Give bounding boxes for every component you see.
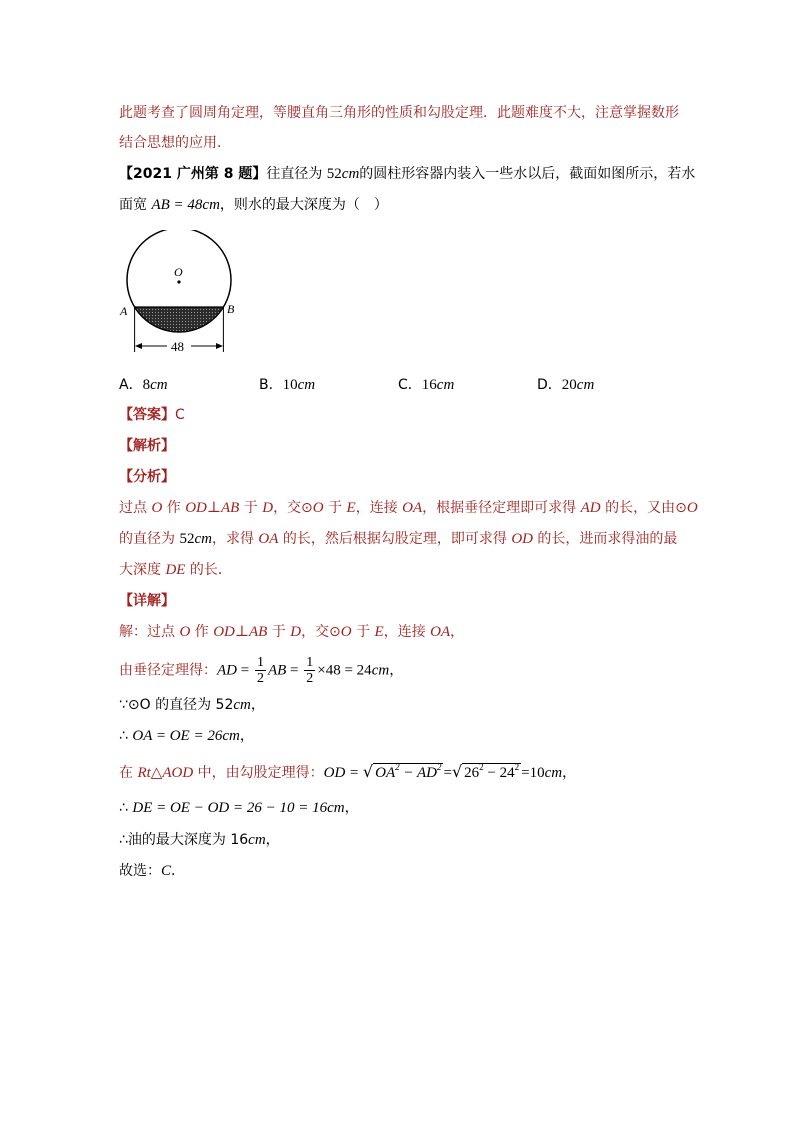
answer-value: C — [175, 407, 185, 423]
center-point — [177, 280, 180, 283]
sqrt-icon: √ — [362, 762, 374, 781]
intro-line-2: 结合思想的应用． — [119, 135, 231, 151]
analysis-line-2: 的直径为 52cm，求得 OA 的长，然后根据勾股定理，即可求得 OD 的长，进而求得油的最 — [119, 531, 678, 547]
label-o: O — [174, 265, 183, 279]
sqrt-icon: √ — [451, 762, 463, 781]
solution-line-1: 解：过点 O 作 OD⊥AB 于 D，交⊙O 于 E，连接 OA， — [119, 624, 465, 640]
analysis-line-3: 大深度 DE 的长． — [119, 562, 232, 578]
question-line-1: 【2021 广州第 8 题】往直径为 52cm的圆柱形容器内装入一些水以后，截面如图所示，若水 — [119, 166, 696, 182]
dim-arrowhead-left — [135, 343, 142, 349]
section-fenxi: 【分析】 — [119, 469, 175, 485]
option-b: B．10cm — [259, 377, 316, 393]
section-xiangjie: 【详解】 — [119, 593, 175, 609]
intro-line-1: 此题考查了圆周角定理，等腰直角三角形的性质和勾股定理．此题难度不大，注意掌握数形 — [119, 105, 679, 121]
label-a: A — [120, 304, 128, 318]
analysis-line-1: 过点 O 作 OD⊥AB 于 D，交⊙O 于 E，连接 OA，根据垂径定理即可求得 AD 的长，又由⊙O — [119, 500, 698, 516]
solution-line-6: ∴ DE = OE − OD = 26 − 10 = 16cm， — [119, 800, 359, 816]
solution-line-3: ∵⊙O 的直径为 52cm， — [119, 697, 265, 713]
answer-line: 【答案】C — [119, 407, 185, 423]
solution-line-7: ∴油的最大深度为 16cm， — [119, 832, 280, 848]
solution-line-4: ∴ OA = OE = 26cm， — [119, 728, 254, 744]
fraction-half-1: $\frac{1}{2}$ — [256, 655, 264, 686]
option-d: D．20cm — [537, 377, 595, 393]
radical-2: $26^2 - 24^2$ — [464, 762, 520, 781]
option-a: A．8cm — [119, 377, 168, 393]
fraction-half-2: $\frac{1}{2}$ — [306, 655, 314, 686]
question-line-2: 面宽 AB = 48cm，则水的最大深度为（ ） — [119, 197, 388, 213]
dim-arrowhead-right — [216, 343, 223, 349]
radical-1: $OA^2 - AD^2$ — [375, 762, 442, 781]
solution-line-5: 在 Rt△AOD 中，由勾股定理得：OD = √ $OA^2 - AD^2$ =√ $26^2 - 24^2 =10cm$， — [119, 762, 577, 781]
solution-line-2: 由垂径定理得：AD = $\frac{1}{2}$ AB = $\frac{1}{2}$ ×48 = 24cm， — [119, 655, 404, 686]
circle-figure — [115, 230, 245, 358]
water-region — [135, 307, 224, 332]
section-jiexi: 【解析】 — [119, 438, 175, 454]
label-b: B — [227, 302, 235, 316]
label-48: 48 — [171, 339, 184, 354]
option-c: C．16cm — [398, 377, 455, 393]
question-source: 【2021 广州第 8 题】 — [119, 166, 267, 182]
solution-line-8: 故选：C． — [119, 863, 186, 879]
